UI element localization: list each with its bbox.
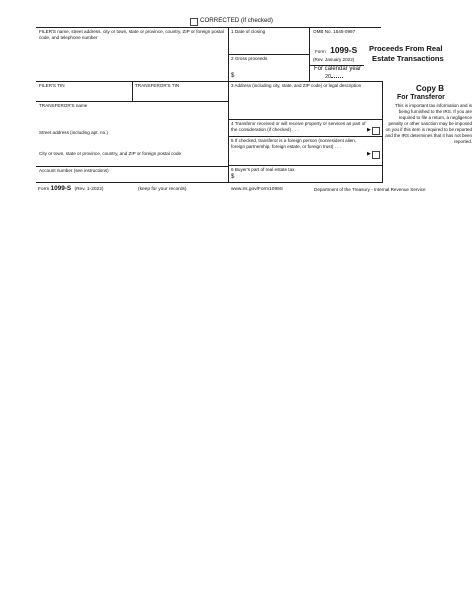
footer-revision: (Rev. 1-2022) [74, 187, 104, 192]
form-revision: (Rev. January 2022) [313, 57, 355, 62]
box4-label: 4 Transferor received or will receive property or services as part of the consideration (if checked) . . . [231, 121, 366, 132]
box3-label: 3 Address (including city, state, and ZIP code) or legal description [231, 83, 362, 88]
copy-b-for: For Transferor [397, 94, 445, 101]
calendar-year-value: 20 [325, 74, 331, 80]
calendar-year [325, 74, 343, 80]
box6-dollar-sign: $ [231, 174, 235, 180]
footer-form-prefix: Form [38, 187, 50, 192]
box6-amount-field[interactable] [237, 173, 381, 181]
filer-tin-field[interactable] [37, 89, 131, 100]
account-number-field[interactable] [37, 174, 227, 181]
box3-address-field[interactable] [229, 90, 381, 118]
rule-filer-bottom [36, 81, 382, 82]
box4-checkbox[interactable] [372, 127, 380, 135]
street-address-field[interactable] [37, 136, 227, 148]
form-title-line1: Proceeds From Real [369, 44, 443, 53]
corrected-checkbox[interactable] [190, 18, 198, 26]
rule-box1-bottom [228, 54, 309, 55]
city-field[interactable] [37, 157, 227, 165]
account-number-label: Account number (see instructions) [39, 168, 109, 173]
box2-dollar-sign: $ [231, 73, 235, 79]
rule-copy-left [382, 81, 383, 182]
box2-amount-field[interactable] [237, 62, 308, 80]
calendar-year-blank[interactable] [331, 77, 343, 78]
omb-number: OMB No. 1545-0997 [313, 29, 356, 34]
box5-arrow-icon: ▶ [367, 151, 371, 157]
rule-tin-bottom [36, 101, 228, 102]
filer-tin-label: FILER'S TIN [39, 83, 65, 88]
box1-label: 1 Date of closing [231, 29, 266, 34]
form-id [315, 40, 357, 58]
form-number: 1099-S [330, 45, 358, 55]
copy-b-notice: This is important tax information and is being furnished to the IRS. If you are required to file a return, a negligence penalty or other sanction may be imposed on you if this item is required to be reported and the IRS determines that it has not been reported. [385, 103, 472, 144]
footer-department: Department of the Treasury - Internal Revenue Service [314, 187, 426, 192]
footer-keep-records: (keep for your records) [138, 187, 187, 192]
rule-city-bottom [36, 166, 228, 167]
transferor-name-label: TRANSFEROR'S name [39, 103, 88, 108]
box2-label: 2 Gross proceeds [231, 56, 268, 61]
calendar-year-label: For calendar year [314, 66, 362, 72]
form-title-line2: Estate Transactions [372, 54, 444, 63]
form-top-border [36, 27, 381, 28]
box5-checkbox[interactable] [372, 151, 380, 159]
box4-arrow-icon: ▶ [367, 127, 371, 133]
filer-name-field[interactable] [37, 42, 227, 80]
transferor-tin-label: TRANSFEROR'S TIN [135, 83, 180, 88]
box5-label: 5 If checked, transferor is a foreign person (nonresident alien, foreign partnership, foreign estate, or foreign trust) . . . [231, 138, 357, 149]
copy-b-label: Copy B [416, 84, 444, 93]
footer-irs-url: www.irs.gov/Form1099S [231, 187, 283, 192]
filer-name-label: FILER'S name, street address, city or town, state or province, country, ZIP or foreign postal code, and telephone number [39, 29, 224, 40]
box1-date-field[interactable] [229, 35, 308, 53]
street-address-label: Street address (including apt. no.) [39, 130, 108, 135]
transferor-name-field[interactable] [37, 109, 227, 127]
rule-box5-bottom [228, 165, 383, 166]
form-bottom-border [36, 182, 383, 183]
corrected-label: CORRECTED (if checked) [200, 17, 273, 24]
footer-form-id [38, 185, 103, 192]
rule-box3-bottom [228, 119, 383, 120]
footer-form-number: 1099-S [50, 185, 72, 192]
form-prefix: Form [315, 49, 326, 54]
transferor-tin-field[interactable] [133, 89, 227, 100]
city-label: City or town, state or province, country, and ZIP or foreign postal code [39, 151, 182, 156]
rule-box4-bottom [228, 136, 383, 137]
rule-omb-left [309, 27, 310, 81]
box6-label: 6 Buyer's part of real estate tax [231, 167, 295, 172]
